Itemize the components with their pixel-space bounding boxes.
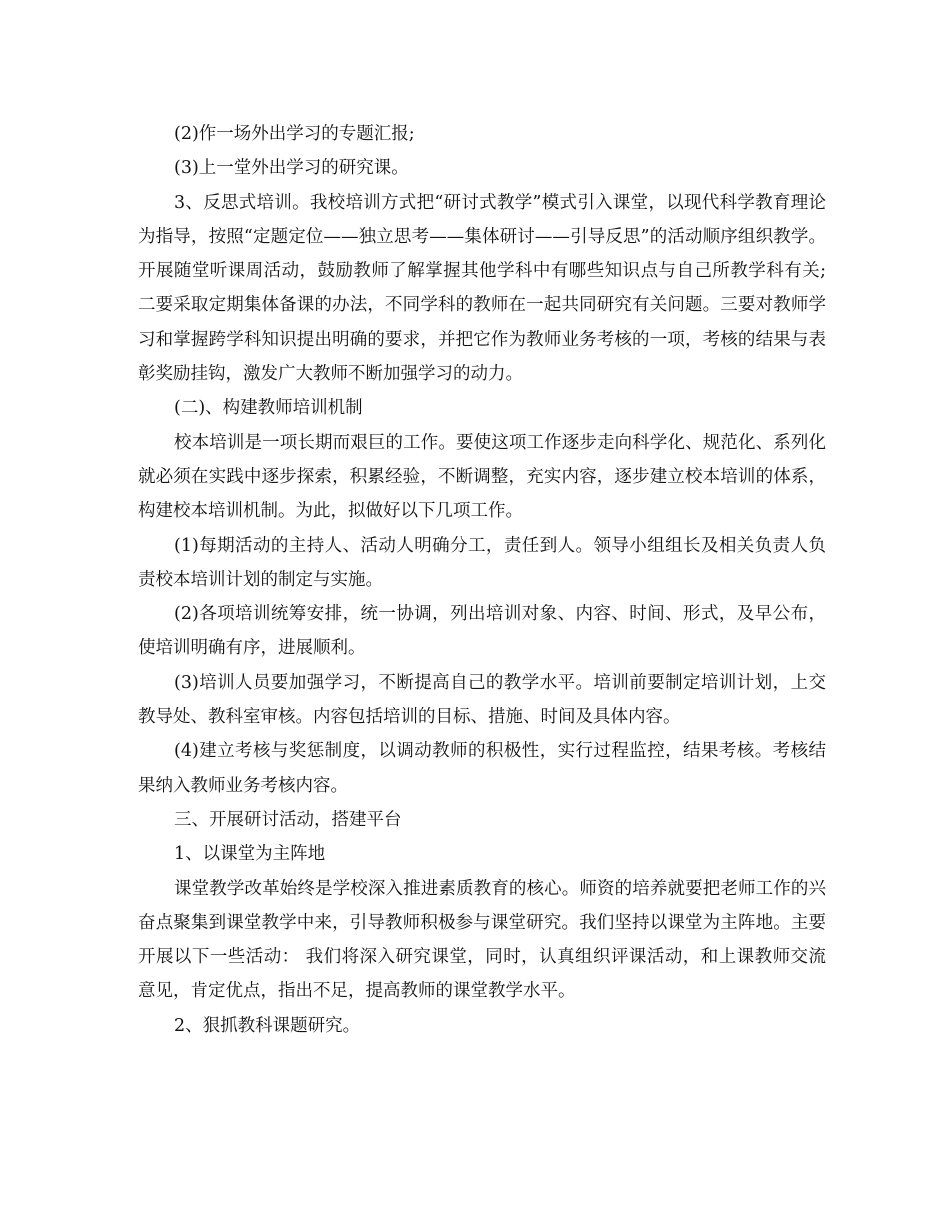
- subheading-research-topics: 2、狠抓教科课题研究。: [174, 1015, 361, 1036]
- paragraph-school-training: 校本培训是一项长期而艰巨的工作。要使这项工作逐步走向科学化、规范化、系列化就必须在实践中逐步探索，积累经验，不断调整，充实内容，逐步建立校本培训的体系，构建校本培训机制。为此，拟做好以下几项工作。: [138, 432, 826, 522]
- paragraph-classroom-reform: 课堂教学改革始终是学校深入推进素质教育的核心。师资的培养就要把老师工作的兴奋点聚集到课堂教学中来，引导教师积极参与课堂研究。我们坚持以课堂为主阵地。主要开展以下一些活动： 我们将深入研究课堂，同时，认真组织评课活动，和上课教师交流意见，肯定优点，指出不足，提高教师的课堂教学水平。: [138, 878, 826, 1002]
- paragraph-item-3: (3)上一堂外出学习的研究课。: [174, 158, 409, 179]
- subheading-classroom: 1、以课堂为主阵地: [174, 844, 326, 865]
- document-body: [138, 117, 826, 1043]
- paragraph-item-3-trainers: (3)培训人员要加强学习，不断提高自己的教学水平。培训前要制定培训计划，上交教导处、教科室审核。内容包括培训的目标、措施、时间及具体内容。: [138, 672, 826, 728]
- paragraph-item-1-host: (1)每期活动的主持人、活动人明确分工，责任到人。领导小组组长及相关负责人负责校本培训计划的制定与实施。: [138, 535, 826, 590]
- paragraph-item-4-assessment: (4)建立考核与奖惩制度，以调动教师的积极性，实行过程监控，结果考核。考核结果纳入教师业务考核内容。: [138, 741, 826, 796]
- paragraph-item-2: (2)作一场外出学习的专题汇报;: [174, 124, 415, 144]
- section-heading-research-activities: 三、开展研讨活动，搭建平台: [174, 809, 402, 830]
- section-heading-training-mechanism: (二)、构建教师培训机制: [174, 398, 363, 419]
- paragraph-reflective-training: 3、反思式培训。我校培训方式把“研讨式教学”模式引入课堂，以现代科学教育理论为指导，按照“定题定位——独立思考——集体研讨——引导反思”的活动顺序组织教学。开展随堂听课周活动，鼓励教师了解掌握其他学科中有哪些知识点与自己所教学科有关;二要采取定期集体备课的办法，不同学科的教师在一起共同研究有关问题。三要对教师学习和掌握跨学科知识提出明确的要求，并把它作为教师业务考核的一项，考核的结果与表彰奖励挂钩，激发广大教师不断加强学习的动力。: [138, 192, 826, 385]
- paragraph-item-2-arrangement: (2)各项培训统筹安排，统一协调，列出培训对象、内容、时间、形式，及早公布，使培训明确有序，进展顺利。: [138, 604, 826, 659]
